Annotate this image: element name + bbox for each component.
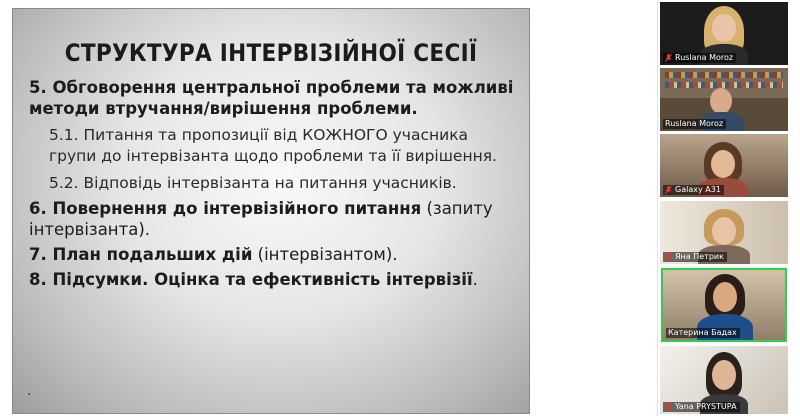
slide-item-8 — [29, 269, 519, 290]
participant-face — [711, 150, 735, 178]
slide-item-6-bold: 6. Повернення до інтервізійного питання — [29, 199, 422, 218]
slide-item-7 — [29, 244, 519, 265]
participant-name-label — [663, 53, 736, 63]
participant-face — [712, 217, 736, 245]
participant-name: Ruslana Moroz — [675, 53, 734, 62]
participant-name-label — [663, 119, 726, 129]
slide-item-5-2: 5.2. Відповідь інтервізанта на питання учасників. — [49, 174, 457, 192]
slide-item-5-1: 5.1. Питання та пропозиції від КОЖНОГО учасника групи до інтервізанта щодо проблеми та її вирішення. — [49, 126, 497, 165]
mic-muted-icon — [665, 54, 672, 62]
participant-face — [712, 14, 736, 42]
participant-tile-3[interactable] — [660, 134, 788, 197]
mic-muted-icon — [665, 403, 672, 411]
participant-face — [713, 282, 737, 312]
participant-name: Катерина Бадах — [668, 328, 737, 337]
slide-item-6-rest: (запиту інтервізанта). — [29, 199, 493, 239]
slide-item-8-bold: 8. Підсумки. Оцінка та ефективність інтервізії — [29, 270, 473, 289]
participant-tile-5-active[interactable] — [661, 268, 787, 342]
mic-muted-icon — [665, 253, 672, 261]
participant-tile-4[interactable] — [660, 201, 788, 264]
participant-tile-1[interactable] — [660, 2, 788, 65]
participant-name-label — [663, 402, 740, 412]
participant-name-label — [663, 252, 727, 262]
participant-name: Яна Петрик — [675, 252, 724, 261]
participant-name-label — [663, 185, 724, 195]
books-row — [665, 82, 783, 88]
participant-face — [712, 360, 736, 390]
slide-item-7-bold: 7. План подальших дій — [29, 245, 253, 264]
participants-gallery — [657, 0, 800, 416]
participant-name: Galaxy A31 — [675, 185, 721, 194]
participant-tile-6[interactable] — [660, 346, 788, 414]
participant-name-label — [666, 328, 740, 338]
participant-tile-2[interactable] — [660, 68, 788, 131]
slide-footer-dot: . — [27, 383, 32, 399]
slide-title: СТРУКТУРА ІНТЕРВІЗІЙНОЇ СЕСІЇ — [64, 39, 478, 67]
presentation-slide — [12, 8, 530, 414]
mic-muted-icon — [665, 186, 672, 194]
participant-face — [710, 88, 732, 114]
participant-name: Yana PRYSTUPA — [675, 402, 737, 411]
slide-item-8-rest: . — [472, 270, 478, 289]
slide-item-7-rest: (інтервізантом). — [252, 245, 398, 264]
slide-body — [29, 77, 519, 290]
books-row — [665, 72, 783, 78]
participant-name: Ruslana Moroz — [665, 119, 724, 128]
slide-item-5: 5. Обговорення центральної проблеми та можливі методи втручання/вирішення проблеми. — [29, 78, 514, 118]
slide-item-6 — [29, 198, 519, 240]
